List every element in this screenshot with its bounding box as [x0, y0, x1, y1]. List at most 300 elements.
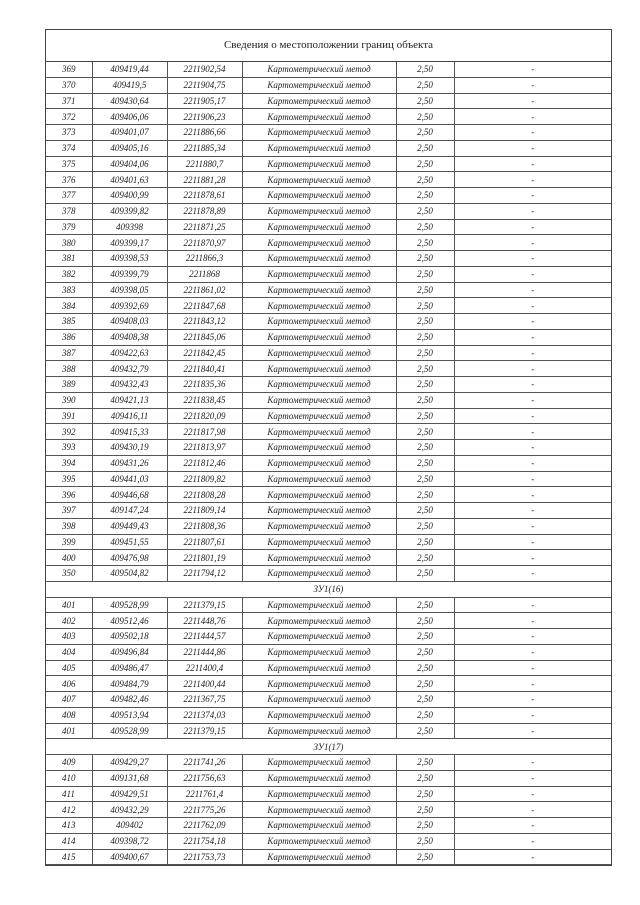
coordinate-x: 409399,17: [92, 235, 167, 251]
description-cell: -: [454, 802, 611, 818]
coordinate-y: 2211756,63: [167, 770, 242, 786]
method-cell: Картометрический метод: [242, 518, 396, 534]
accuracy-cell: 2,50: [396, 471, 454, 487]
method-cell: Картометрический метод: [242, 613, 396, 629]
method-cell: Картометрический метод: [242, 471, 396, 487]
coordinate-y: 2211838,45: [167, 392, 242, 408]
coordinate-x: 409451,55: [92, 534, 167, 550]
description-cell: -: [454, 660, 611, 676]
accuracy-cell: 2,50: [396, 424, 454, 440]
coordinate-x: 409400,99: [92, 188, 167, 204]
coordinate-x: 409404,06: [92, 156, 167, 172]
point-number: 374: [46, 140, 92, 156]
coordinate-x: 409131,68: [92, 770, 167, 786]
accuracy-cell: 2,50: [396, 566, 454, 582]
table-row: [46, 93, 611, 109]
table-row: [46, 392, 611, 408]
method-cell: Картометрический метод: [242, 424, 396, 440]
group-label: ЗУ1(16): [46, 581, 611, 597]
coordinate-x: 409432,29: [92, 802, 167, 818]
coordinate-x: 409512,46: [92, 613, 167, 629]
table-row: [46, 455, 611, 471]
point-number: 369: [46, 62, 92, 77]
coordinate-x: 409419,5: [92, 77, 167, 93]
point-number: 401: [46, 723, 92, 739]
description-cell: -: [454, 770, 611, 786]
point-number: 385: [46, 314, 92, 330]
coordinate-y: 2211847,68: [167, 298, 242, 314]
accuracy-cell: 2,50: [396, 692, 454, 708]
coordinate-y: 2211904,75: [167, 77, 242, 93]
accuracy-cell: 2,50: [396, 534, 454, 550]
table-row: [46, 723, 611, 739]
method-cell: Картометрический метод: [242, 440, 396, 456]
method-cell: Картометрический метод: [242, 550, 396, 566]
point-number: 411: [46, 786, 92, 802]
method-cell: Картометрический метод: [242, 203, 396, 219]
method-cell: Картометрический метод: [242, 676, 396, 692]
accuracy-cell: 2,50: [396, 93, 454, 109]
point-number: 407: [46, 692, 92, 708]
coordinate-y: 2211762,09: [167, 818, 242, 834]
method-cell: Картометрический метод: [242, 329, 396, 345]
table-row: [46, 125, 611, 141]
coordinate-x: 409504,82: [92, 566, 167, 582]
description-cell: -: [454, 818, 611, 834]
accuracy-cell: 2,50: [396, 109, 454, 125]
accuracy-cell: 2,50: [396, 408, 454, 424]
table-row: [46, 440, 611, 456]
coordinate-y: 2211808,36: [167, 518, 242, 534]
accuracy-cell: 2,50: [396, 266, 454, 282]
point-number: 401: [46, 597, 92, 613]
point-number: 380: [46, 235, 92, 251]
table-row: [46, 361, 611, 377]
accuracy-cell: 2,50: [396, 849, 454, 865]
description-cell: -: [454, 203, 611, 219]
method-cell: Картометрический метод: [242, 802, 396, 818]
method-cell: Картометрический метод: [242, 455, 396, 471]
coordinate-y: 2211808,28: [167, 487, 242, 503]
table-row: [46, 660, 611, 676]
table-row: [46, 818, 611, 834]
coordinate-y: 2211741,26: [167, 755, 242, 771]
description-cell: -: [454, 550, 611, 566]
accuracy-cell: 2,50: [396, 298, 454, 314]
description-cell: -: [454, 93, 611, 109]
method-cell: Картометрический метод: [242, 786, 396, 802]
accuracy-cell: 2,50: [396, 487, 454, 503]
coordinate-x: 409496,84: [92, 644, 167, 660]
method-cell: Картометрический метод: [242, 597, 396, 613]
coordinate-y: 2211840,41: [167, 361, 242, 377]
coordinate-y: 2211820,09: [167, 408, 242, 424]
description-cell: -: [454, 109, 611, 125]
point-number: 408: [46, 707, 92, 723]
table-row: [46, 597, 611, 613]
point-number: 403: [46, 629, 92, 645]
accuracy-cell: 2,50: [396, 77, 454, 93]
coordinate-x: 409429,51: [92, 786, 167, 802]
coordinate-x: 409429,27: [92, 755, 167, 771]
description-cell: -: [454, 613, 611, 629]
point-number: 413: [46, 818, 92, 834]
method-cell: Картометрический метод: [242, 361, 396, 377]
point-number: 350: [46, 566, 92, 582]
table-row: [46, 786, 611, 802]
accuracy-cell: 2,50: [396, 802, 454, 818]
point-number: 375: [46, 156, 92, 172]
coordinate-y: 2211754,18: [167, 833, 242, 849]
description-cell: -: [454, 723, 611, 739]
coordinates-table-body: [46, 62, 611, 865]
point-number: 377: [46, 188, 92, 204]
coordinate-y: 2211379,15: [167, 723, 242, 739]
description-cell: -: [454, 849, 611, 865]
description-cell: -: [454, 503, 611, 519]
coordinate-x: 409398: [92, 219, 167, 235]
coordinate-y: 2211878,89: [167, 203, 242, 219]
accuracy-cell: 2,50: [396, 818, 454, 834]
table-row: [46, 203, 611, 219]
point-number: 370: [46, 77, 92, 93]
description-cell: -: [454, 266, 611, 282]
point-number: 398: [46, 518, 92, 534]
accuracy-cell: 2,50: [396, 503, 454, 519]
table-row: [46, 77, 611, 93]
point-number: 389: [46, 377, 92, 393]
accuracy-cell: 2,50: [396, 235, 454, 251]
method-cell: Картометрический метод: [242, 219, 396, 235]
method-cell: Картометрический метод: [242, 644, 396, 660]
description-cell: -: [454, 345, 611, 361]
table-row: [46, 518, 611, 534]
coordinate-y: 2211444,57: [167, 629, 242, 645]
coordinate-x: 409432,43: [92, 377, 167, 393]
method-cell: Картометрический метод: [242, 377, 396, 393]
method-cell: Картометрический метод: [242, 282, 396, 298]
table-row: [46, 188, 611, 204]
description-cell: -: [454, 329, 611, 345]
coordinate-y: 2211881,28: [167, 172, 242, 188]
method-cell: Картометрический метод: [242, 125, 396, 141]
accuracy-cell: 2,50: [396, 597, 454, 613]
description-cell: -: [454, 62, 611, 77]
coordinates-table: [46, 62, 611, 865]
point-number: 387: [46, 345, 92, 361]
coordinate-y: 2211400,44: [167, 676, 242, 692]
coordinate-y: 2211817,98: [167, 424, 242, 440]
method-cell: Картометрический метод: [242, 770, 396, 786]
coordinate-x: 409449,43: [92, 518, 167, 534]
method-cell: Картометрический метод: [242, 707, 396, 723]
coordinate-y: 2211861,02: [167, 282, 242, 298]
point-number: 415: [46, 849, 92, 865]
description-cell: -: [454, 487, 611, 503]
point-number: 409: [46, 755, 92, 771]
coordinate-y: 2211367,75: [167, 692, 242, 708]
method-cell: Картометрический метод: [242, 723, 396, 739]
description-cell: -: [454, 361, 611, 377]
description-cell: -: [454, 172, 611, 188]
table-row: [46, 377, 611, 393]
description-cell: -: [454, 377, 611, 393]
description-cell: -: [454, 471, 611, 487]
coordinate-x: 409406,06: [92, 109, 167, 125]
point-number: 396: [46, 487, 92, 503]
method-cell: Картометрический метод: [242, 235, 396, 251]
coordinate-x: 409402: [92, 818, 167, 834]
accuracy-cell: 2,50: [396, 644, 454, 660]
method-cell: Картометрический метод: [242, 692, 396, 708]
method-cell: Картометрический метод: [242, 487, 396, 503]
method-cell: Картометрический метод: [242, 93, 396, 109]
point-number: 390: [46, 392, 92, 408]
accuracy-cell: 2,50: [396, 329, 454, 345]
accuracy-cell: 2,50: [396, 455, 454, 471]
coordinate-y: 2211843,12: [167, 314, 242, 330]
accuracy-cell: 2,50: [396, 377, 454, 393]
point-number: 391: [46, 408, 92, 424]
coordinate-x: 409147,24: [92, 503, 167, 519]
table-row: [46, 62, 611, 77]
coordinate-y: 2211807,61: [167, 534, 242, 550]
table-row: [46, 314, 611, 330]
coordinate-x: 409401,07: [92, 125, 167, 141]
table-row: [46, 487, 611, 503]
description-cell: -: [454, 518, 611, 534]
table-row: [46, 707, 611, 723]
table-row: [46, 770, 611, 786]
accuracy-cell: 2,50: [396, 203, 454, 219]
description-cell: -: [454, 707, 611, 723]
coordinate-x: 409416,11: [92, 408, 167, 424]
group-header-row: [46, 581, 611, 597]
accuracy-cell: 2,50: [396, 723, 454, 739]
point-number: 392: [46, 424, 92, 440]
coordinate-x: 409398,53: [92, 251, 167, 267]
point-number: 402: [46, 613, 92, 629]
group-label: ЗУ1(17): [46, 739, 611, 755]
method-cell: Картометрический метод: [242, 629, 396, 645]
coordinate-y: 2211374,03: [167, 707, 242, 723]
table-row: [46, 424, 611, 440]
description-cell: -: [454, 125, 611, 141]
description-cell: -: [454, 833, 611, 849]
table-row: [46, 408, 611, 424]
point-number: 376: [46, 172, 92, 188]
table-row: [46, 849, 611, 865]
description-cell: -: [454, 282, 611, 298]
accuracy-cell: 2,50: [396, 172, 454, 188]
method-cell: Картометрический метод: [242, 408, 396, 424]
coordinate-y: 2211809,82: [167, 471, 242, 487]
coordinate-y: 2211761,4: [167, 786, 242, 802]
coordinate-y: 2211868: [167, 266, 242, 282]
method-cell: Картометрический метод: [242, 534, 396, 550]
description-cell: -: [454, 156, 611, 172]
accuracy-cell: 2,50: [396, 140, 454, 156]
coordinate-x: 409528,99: [92, 723, 167, 739]
coordinate-x: 409399,82: [92, 203, 167, 219]
coordinate-x: 409502,18: [92, 629, 167, 645]
point-number: 386: [46, 329, 92, 345]
method-cell: Картометрический метод: [242, 156, 396, 172]
description-cell: -: [454, 219, 611, 235]
description-cell: -: [454, 597, 611, 613]
coordinate-x: 409432,79: [92, 361, 167, 377]
coordinate-x: 409513,94: [92, 707, 167, 723]
point-number: 399: [46, 534, 92, 550]
coordinate-y: 2211400,4: [167, 660, 242, 676]
point-number: 397: [46, 503, 92, 519]
description-cell: -: [454, 440, 611, 456]
description-cell: -: [454, 298, 611, 314]
table-row: [46, 329, 611, 345]
accuracy-cell: 2,50: [396, 707, 454, 723]
coordinate-y: 2211794,12: [167, 566, 242, 582]
coordinate-y: 2211842,45: [167, 345, 242, 361]
coordinate-y: 2211885,34: [167, 140, 242, 156]
accuracy-cell: 2,50: [396, 786, 454, 802]
coordinate-x: 409528,99: [92, 597, 167, 613]
accuracy-cell: 2,50: [396, 188, 454, 204]
coordinate-y: 2211444,86: [167, 644, 242, 660]
table-row: [46, 251, 611, 267]
table-row: [46, 235, 611, 251]
coordinate-x: 409401,63: [92, 172, 167, 188]
coordinate-x: 409405,16: [92, 140, 167, 156]
description-cell: -: [454, 676, 611, 692]
point-number: 404: [46, 644, 92, 660]
description-cell: -: [454, 455, 611, 471]
coordinate-x: 409486,47: [92, 660, 167, 676]
coordinate-y: 2211902,54: [167, 62, 242, 77]
coordinate-x: 409415,33: [92, 424, 167, 440]
table-row: [46, 140, 611, 156]
method-cell: Картометрический метод: [242, 77, 396, 93]
accuracy-cell: 2,50: [396, 251, 454, 267]
accuracy-cell: 2,50: [396, 314, 454, 330]
coordinate-x: 409421,13: [92, 392, 167, 408]
coordinate-x: 409430,64: [92, 93, 167, 109]
coordinate-x: 409408,03: [92, 314, 167, 330]
method-cell: Картометрический метод: [242, 314, 396, 330]
description-cell: -: [454, 408, 611, 424]
table-row: [46, 298, 611, 314]
coordinate-x: 409431,26: [92, 455, 167, 471]
coordinate-x: 409430,19: [92, 440, 167, 456]
description-cell: -: [454, 534, 611, 550]
accuracy-cell: 2,50: [396, 345, 454, 361]
description-cell: -: [454, 629, 611, 645]
coordinate-x: 409446,68: [92, 487, 167, 503]
coordinate-y: 2211835,36: [167, 377, 242, 393]
description-cell: -: [454, 692, 611, 708]
boundary-document: [45, 29, 612, 866]
method-cell: Картометрический метод: [242, 849, 396, 865]
accuracy-cell: 2,50: [396, 518, 454, 534]
coordinate-y: 2211448,76: [167, 613, 242, 629]
coordinate-x: 409400,67: [92, 849, 167, 865]
method-cell: Картометрический метод: [242, 298, 396, 314]
description-cell: -: [454, 188, 611, 204]
group-header-row: [46, 739, 611, 755]
point-number: 395: [46, 471, 92, 487]
accuracy-cell: 2,50: [396, 755, 454, 771]
point-number: 383: [46, 282, 92, 298]
point-number: 388: [46, 361, 92, 377]
point-number: 405: [46, 660, 92, 676]
point-number: 412: [46, 802, 92, 818]
table-row: [46, 219, 611, 235]
method-cell: Картометрический метод: [242, 755, 396, 771]
description-cell: -: [454, 755, 611, 771]
coordinate-x: 409399,79: [92, 266, 167, 282]
coordinate-x: 409398,72: [92, 833, 167, 849]
accuracy-cell: 2,50: [396, 62, 454, 77]
method-cell: Картометрический метод: [242, 392, 396, 408]
coordinate-x: 409484,79: [92, 676, 167, 692]
table-row: [46, 833, 611, 849]
table-row: [46, 282, 611, 298]
description-cell: -: [454, 786, 611, 802]
accuracy-cell: 2,50: [396, 629, 454, 645]
coordinate-y: 2211813,97: [167, 440, 242, 456]
description-cell: -: [454, 566, 611, 582]
table-row: [46, 692, 611, 708]
accuracy-cell: 2,50: [396, 156, 454, 172]
coordinate-x: 409476,98: [92, 550, 167, 566]
accuracy-cell: 2,50: [396, 392, 454, 408]
accuracy-cell: 2,50: [396, 613, 454, 629]
coordinate-x: 409398,05: [92, 282, 167, 298]
description-cell: -: [454, 235, 611, 251]
table-row: [46, 802, 611, 818]
method-cell: Картометрический метод: [242, 251, 396, 267]
method-cell: Картометрический метод: [242, 172, 396, 188]
table-row: [46, 629, 611, 645]
table-row: [46, 676, 611, 692]
coordinate-y: 2211866,3: [167, 251, 242, 267]
accuracy-cell: 2,50: [396, 660, 454, 676]
accuracy-cell: 2,50: [396, 125, 454, 141]
method-cell: Картометрический метод: [242, 660, 396, 676]
description-cell: -: [454, 314, 611, 330]
point-number: 379: [46, 219, 92, 235]
coordinate-y: 2211812,46: [167, 455, 242, 471]
coordinate-y: 2211878,61: [167, 188, 242, 204]
accuracy-cell: 2,50: [396, 361, 454, 377]
point-number: 394: [46, 455, 92, 471]
point-number: 372: [46, 109, 92, 125]
method-cell: Картометрический метод: [242, 833, 396, 849]
table-row: [46, 534, 611, 550]
coordinate-y: 2211886,66: [167, 125, 242, 141]
table-row: [46, 156, 611, 172]
coordinate-y: 2211870,97: [167, 235, 242, 251]
coordinate-x: 409419,44: [92, 62, 167, 77]
method-cell: Картометрический метод: [242, 266, 396, 282]
point-number: 410: [46, 770, 92, 786]
coordinate-y: 2211906,23: [167, 109, 242, 125]
accuracy-cell: 2,50: [396, 219, 454, 235]
point-number: 400: [46, 550, 92, 566]
coordinate-y: 2211775,26: [167, 802, 242, 818]
accuracy-cell: 2,50: [396, 676, 454, 692]
table-row: [46, 471, 611, 487]
point-number: 371: [46, 93, 92, 109]
